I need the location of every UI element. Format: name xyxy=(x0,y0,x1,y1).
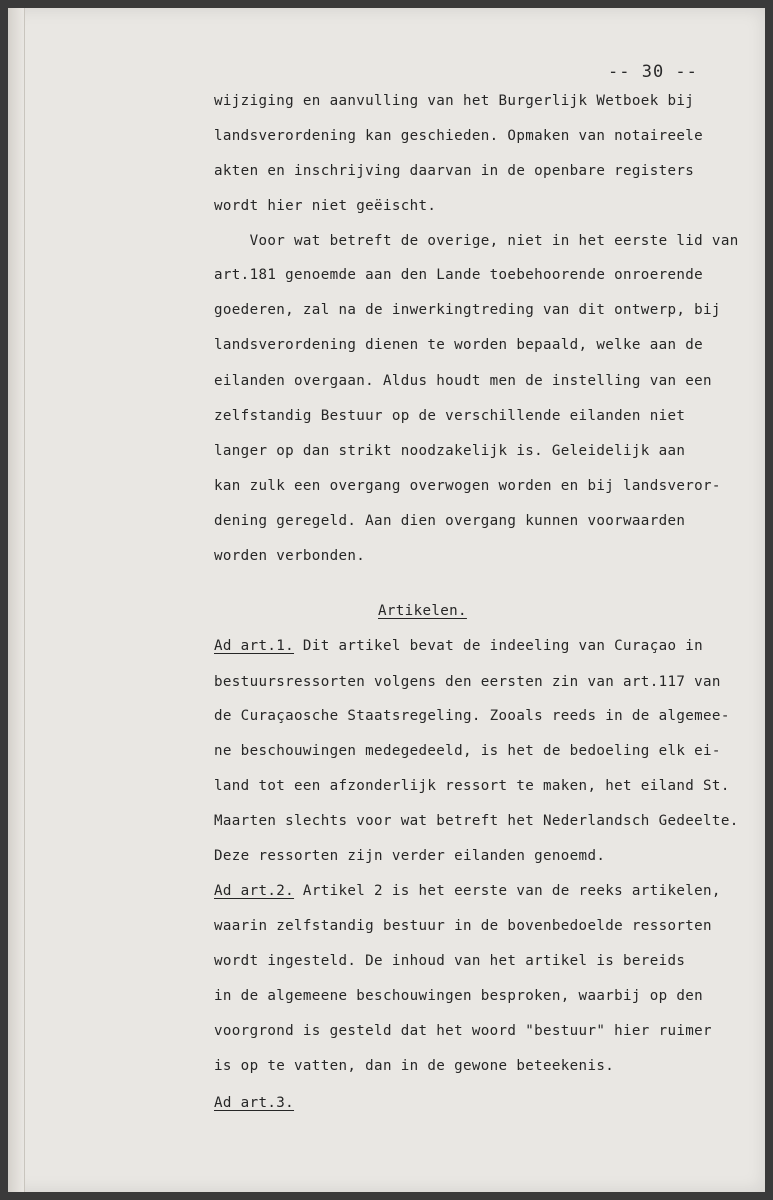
paragraph-line: wordt hier niet geëischt. xyxy=(214,198,437,214)
paragraph-line: Maarten slechts voor wat betreft het Nederlandsch Gedeelte. xyxy=(214,813,739,829)
paragraph-line: bestuursressorten volgens den eersten zin van art.117 van xyxy=(214,674,721,690)
page-binding-shadow xyxy=(8,8,24,1192)
paragraph-line: land tot een afzonderlijk ressort te maken, het eiland St. xyxy=(214,778,730,794)
article-first-line xyxy=(214,882,721,900)
paragraph-line: kan zulk een overgang overwogen worden en bij landsveror- xyxy=(214,478,721,494)
paragraph-line: worden verbonden. xyxy=(214,548,366,564)
paragraph-line: akten en inschrijving daarvan in de openbare registers xyxy=(214,163,695,179)
paragraph-line: de Curaçaosche Staatsregeling. Zooals reeds in de algemee- xyxy=(214,708,730,724)
document-page xyxy=(8,8,765,1192)
paragraph-line: wordt ingesteld. De inhoud van het artikel is bereids xyxy=(214,953,686,969)
paragraph-line: waarin zelfstandig bestuur in de bovenbedoelde ressorten xyxy=(214,918,712,934)
paragraph-line: landsverordening dienen te worden bepaald, welke aan de xyxy=(214,337,704,353)
paragraph-line: ne beschouwingen medegedeeld, is het de bedoeling elk ei- xyxy=(214,743,721,759)
page-number: -- 30 -- xyxy=(608,62,698,82)
article-line-text: Artikel 2 is het eerste van de reeks artikelen, xyxy=(294,883,721,899)
article-line-text: Dit artikel bevat de indeeling van Curaçao in xyxy=(294,638,704,654)
paragraph-line: Deze ressorten zijn verder eilanden genoemd. xyxy=(214,848,606,864)
paragraph-line: langer op dan strikt noodzakelijk is. Geleidelijk aan xyxy=(214,443,686,459)
section-heading: Artikelen. xyxy=(378,603,467,619)
paragraph-line: landsverordening kan geschieden. Opmaken van notaireele xyxy=(214,128,704,144)
paragraph-line: zelfstandig Bestuur op de verschillende eilanden niet xyxy=(214,408,686,424)
article-label: Ad art.2. xyxy=(214,883,295,899)
paragraph-line: Voor wat betreft de overige, niet in het eerste lid van xyxy=(214,233,739,249)
paragraph-line: eilanden overgaan. Aldus houdt men de instelling van een xyxy=(214,373,712,389)
article-first-line xyxy=(214,1094,294,1112)
article-label: Ad art.1. xyxy=(214,638,295,654)
article-first-line xyxy=(214,637,703,655)
paragraph-line: dening geregeld. Aan dien overgang kunnen voorwaarden xyxy=(214,513,686,529)
paragraph-line: voorgrond is gesteld dat het woord "bestuur" hier ruimer xyxy=(214,1023,712,1039)
paragraph-line: art.181 genoemde aan den Lande toebehoorende onroerende xyxy=(214,267,704,283)
page-binding-edge xyxy=(24,8,25,1192)
paragraph-line: wijziging en aanvulling van het Burgerlijk Wetboek bij xyxy=(214,93,695,109)
article-label: Ad art.3. xyxy=(214,1095,295,1111)
paragraph-line: is op te vatten, dan in de gewone beteekenis. xyxy=(214,1058,615,1074)
paragraph-line: in de algemeene beschouwingen besproken, waarbij op den xyxy=(214,988,704,1004)
paragraph-line: goederen, zal na de inwerkingtreding van dit ontwerp, bij xyxy=(214,302,721,318)
